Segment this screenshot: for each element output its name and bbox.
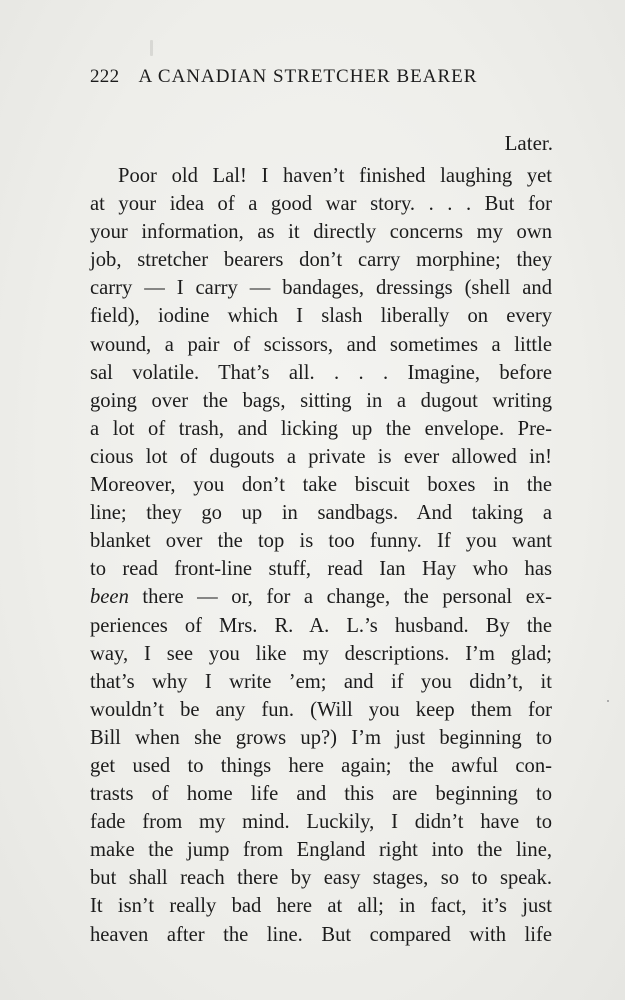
text-line: It isn’t really bad here at all; in fact, it’s just bbox=[90, 895, 552, 918]
text-line: your information, as it directly concerns my own bbox=[90, 221, 552, 244]
text-line: field), iodine which I slash liberally on every bbox=[90, 305, 552, 328]
text-line: Poor old Lal! I haven’t finished laughing yet bbox=[118, 165, 552, 187]
text-line: line; they go up in sandbags. And taking a bbox=[90, 502, 552, 525]
text-line: that’s why I write ’em; and if you didn’t, it bbox=[90, 670, 552, 693]
text-line: going over the bags, sitting in a dugout writing bbox=[90, 389, 552, 412]
paper-speck bbox=[607, 700, 609, 702]
text-line: Moreover, you don’t take biscuit boxes in the bbox=[90, 474, 552, 497]
text-line: sal volatile. That’s all. . . . Imagine, before bbox=[90, 361, 552, 384]
text-line: Bill when she grows up?) I’m just beginning to bbox=[90, 726, 552, 749]
page-number: 222 bbox=[90, 66, 120, 87]
text-line: periences of Mrs. R. A. L.’s husband. By the bbox=[90, 614, 552, 637]
text-line: wound, a pair of scissors, and sometimes a little bbox=[90, 333, 552, 356]
text-line: heaven after the line. But compared with life bbox=[90, 923, 552, 946]
text-line: wouldn’t be any fun. (Will you keep them for bbox=[90, 698, 552, 721]
text-line: a lot of trash, and licking up the envelope. Pre- bbox=[90, 417, 552, 440]
text-line: to read front-line stuff, read Ian Hay who has bbox=[90, 558, 552, 581]
text-line: make the jump from England right into the line, bbox=[90, 839, 552, 862]
running-head: A CANADIAN STRETCHER BEARER bbox=[138, 66, 478, 87]
emphasis-text: been bbox=[90, 586, 129, 609]
text-line: way, I see you like my descriptions. I’m glad; bbox=[90, 642, 552, 665]
text-line: get used to things here again; the awful con- bbox=[90, 754, 552, 777]
text-line: blanket over the top is too funny. If you want bbox=[90, 530, 552, 553]
body-paragraph bbox=[90, 162, 552, 949]
text-line: but shall reach there by easy stages, so to speak. bbox=[90, 867, 552, 890]
text-line: job, stretcher bearers don’t carry morphine; they bbox=[90, 249, 552, 272]
text-line: at your idea of a good war story. . . . But for bbox=[90, 193, 552, 216]
text-line: been there — or, for a change, the personal ex- bbox=[90, 586, 552, 609]
page-header bbox=[90, 66, 560, 88]
paper-speck bbox=[150, 40, 153, 56]
text-line: carry — I carry — bandages, dressings (shell and bbox=[90, 277, 552, 300]
text-line: fade from my mind. Luckily, I didn’t have to bbox=[90, 811, 552, 834]
text-line: trasts of home life and this are beginning to bbox=[90, 783, 552, 806]
text-line: cious lot of dugouts a private is ever allowed in! bbox=[90, 445, 552, 468]
dateline: Later. bbox=[504, 131, 553, 155]
